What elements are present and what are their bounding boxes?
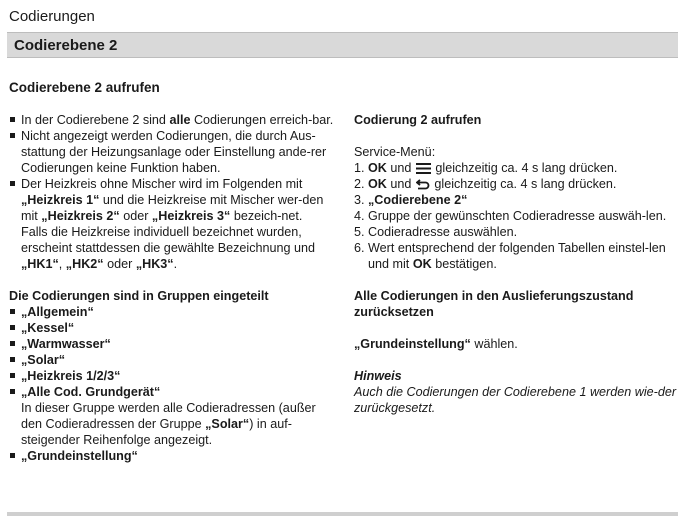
text: . [173, 257, 178, 271]
step-text: Codieradresse auswählen. [368, 225, 518, 239]
bullet-heating-circuits [9, 176, 339, 272]
menu-icon [416, 163, 431, 174]
text-bold: „HK2“ [65, 257, 104, 271]
text: wählen. [470, 337, 518, 351]
step-number: 4. [354, 209, 365, 223]
step-6 [354, 240, 680, 272]
text-bold: „Heizkreis 2“ [41, 209, 120, 223]
bullet-paragraph [21, 224, 339, 272]
text-bold: „HK1“ [21, 257, 59, 271]
text-bold: „Heizkreis 3“ [151, 209, 231, 223]
step-3 [354, 192, 680, 208]
chapter-title: Codierungen [9, 8, 95, 25]
text: Wert entsprechend der folgenden Tabellen einstel-len und mit [368, 241, 666, 271]
group-note [21, 400, 339, 448]
group-item: „Heizkreis 1/2/3“ [9, 368, 339, 384]
section-bar [7, 32, 678, 58]
step-text [368, 240, 680, 272]
reset-heading: Alle Codierungen in den Auslieferungszustand zurücksetzen [354, 289, 634, 319]
text: und [386, 177, 415, 191]
hint-title: Hinweis [354, 369, 402, 383]
left-column [9, 112, 339, 464]
text: gleichzeitig ca. 4 s lang drücken. [431, 161, 618, 175]
text-bold: „HK3“ [135, 257, 174, 271]
text: oder [119, 209, 152, 223]
text-bold: OK [368, 177, 387, 191]
groups-heading: Die Codierungen sind in Gruppen eingeteilt [9, 289, 269, 303]
group-item: „Solar“ [9, 352, 339, 368]
step-4 [354, 208, 680, 224]
back-arrow-icon [416, 179, 430, 190]
text: Falls die Heizkreise individuell bezeichnet wurden, erscheint stattdessen die gewählte Bezeichnung und [21, 225, 316, 255]
group-item: „Warmwasser“ [9, 336, 339, 352]
service-menu-label: Service-Menü: [354, 145, 436, 159]
step-number: 5. [354, 225, 365, 239]
text-bold: OK [412, 257, 432, 271]
text: In dieser Gruppe werden alle Codieradressen (außer den Codieradressen der Gruppe [21, 401, 316, 431]
bullet-all-codings [9, 112, 339, 128]
bullet-hidden-codings: Nicht angezeigt werden Codierungen, die durch Aus-stattung der Heizungsanlage oder Einstellung ande-rer Codierungen keine Funktion haben. [9, 128, 339, 176]
text: bezeich-net. [230, 209, 303, 223]
bottom-rule [7, 512, 678, 516]
left-heading: Codierebene 2 aufrufen [9, 80, 160, 95]
text: gleichzeitig ca. 4 s lang drücken. [430, 177, 617, 191]
step-number: 6. [354, 241, 365, 255]
group-item: „Kessel“ [9, 320, 339, 336]
text: , [58, 257, 66, 271]
right-column [354, 112, 680, 416]
text-bold: OK [368, 161, 387, 175]
text-bold: alle [169, 113, 191, 127]
step-number: 2. [354, 177, 365, 191]
step-number: 3. [354, 193, 365, 207]
group-item: „Allgemein“ [9, 304, 339, 320]
group-label: „Alle Cod. Grundgerät“ [21, 385, 161, 399]
text: ) in auf-steigender Reihenfolge angezeigt. [21, 417, 292, 447]
text: Codierungen erreich-bar. [190, 113, 334, 127]
right-heading: Codierung 2 aufrufen [354, 113, 482, 127]
step-2 [354, 176, 680, 192]
step-number: 1. [354, 161, 365, 175]
text: oder [103, 257, 136, 271]
text: Der Heizkreis ohne Mischer wird im Folgenden mit [21, 177, 303, 191]
text: und [386, 161, 415, 175]
step-text [368, 176, 680, 192]
reset-instruction [354, 336, 680, 352]
text: bestätigen. [431, 257, 497, 271]
hint-text: Auch die Codierungen der Codierebene 1 werden wie-der zurückgesetzt. [354, 385, 677, 415]
group-item [9, 384, 339, 448]
text-bold: „Solar“ [205, 417, 250, 431]
text-bold: „Grundeinstellung“ [354, 337, 471, 351]
section-title: Codierebene 2 [14, 37, 118, 54]
text: In der Codierebene 2 sind [21, 113, 170, 127]
group-item: „Grundeinstellung“ [9, 448, 339, 464]
step-1 [354, 160, 680, 176]
step-text: „Codierebene 2“ [368, 193, 468, 207]
step-5 [354, 224, 680, 240]
text: und die Heizkreise mit Mischer wer-den mit [21, 193, 324, 223]
step-text: Gruppe der gewünschten Codieradresse auswäh-len. [368, 209, 667, 223]
step-text [368, 160, 680, 176]
text-bold: „Heizkreis 1“ [21, 193, 100, 207]
